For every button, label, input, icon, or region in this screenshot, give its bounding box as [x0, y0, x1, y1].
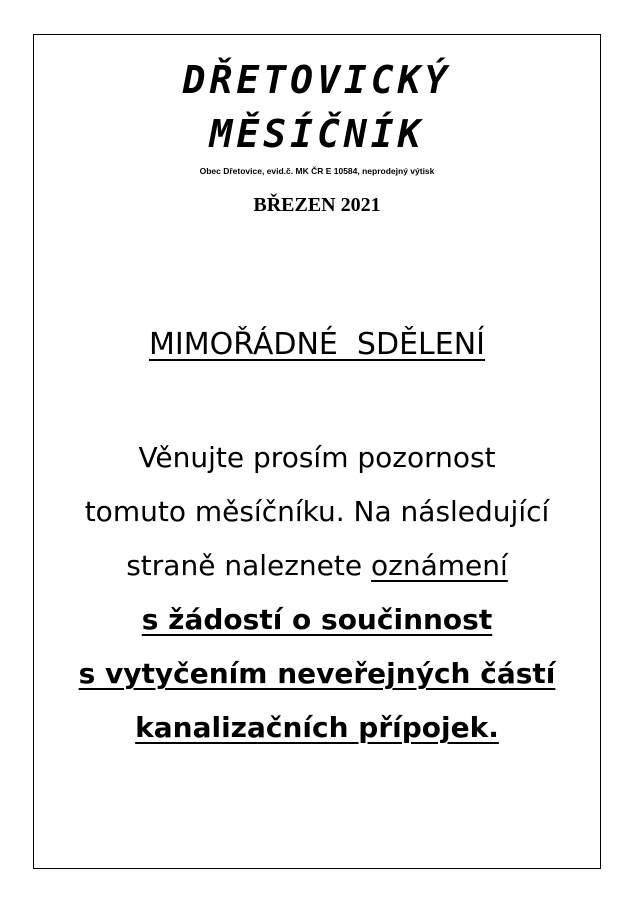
- notice-line-5: [34, 647, 600, 701]
- registration-note: Obec Dřetovice, evid.č. MK ČR E 10584, neprodejný výtisk: [199, 166, 435, 176]
- newsletter-title-line-1: DŘETOVICKÝ: [182, 58, 452, 102]
- notice-line-1: Věnujte prosím pozornost: [138, 441, 496, 474]
- page-border: [33, 34, 601, 869]
- notice-line-6-text: kanalizačních přípojek.: [135, 711, 499, 744]
- notice-line-2: tomuto měsíčníku. Na následující: [84, 495, 550, 528]
- issue-date: BŘEZEN 2021: [253, 194, 381, 216]
- notice-body: [34, 431, 600, 755]
- masthead: [34, 53, 600, 217]
- notice-heading-text: MIMOŘÁDNÉ SDĚLENÍ: [148, 327, 485, 362]
- notice-heading: [34, 325, 600, 365]
- notice-line-4-text: s žádostí o součinnost: [141, 603, 493, 636]
- notice-announcement-word: oznámení: [371, 549, 508, 582]
- notice-line-3-text: straně naleznete: [126, 549, 372, 582]
- notice-line-6: [34, 701, 600, 755]
- notice-line-3: [34, 539, 600, 593]
- notice-line-5-text: s vytyčením neveřejných částí: [78, 657, 556, 690]
- notice-line-4: [34, 593, 600, 647]
- newsletter-title-line-2: MĚSÍČNÍK: [209, 112, 425, 156]
